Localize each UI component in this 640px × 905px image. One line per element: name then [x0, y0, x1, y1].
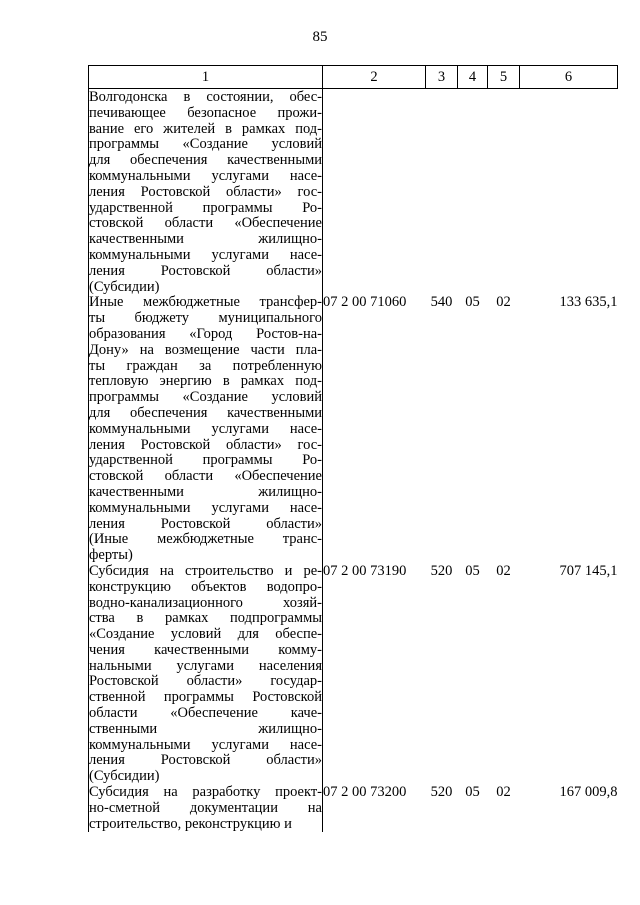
amount-cell: 707 145,1	[559, 562, 618, 579]
description-line: (Субсидии)	[89, 768, 160, 785]
column-header: 5	[488, 66, 520, 89]
description-line: тепловую энергию в рамках под-	[89, 373, 322, 390]
table-row	[89, 295, 618, 564]
target-code-cell: 07 2 00 73200	[323, 784, 407, 801]
subsection-cell: 02	[496, 562, 511, 579]
description-line: коммунальными услугами насе-	[89, 499, 322, 516]
description-line: ственными жилищно-	[89, 720, 322, 737]
description-line: ления Ростовской области» гос-	[89, 183, 322, 200]
description-line: качественными жилищно-	[89, 231, 322, 248]
table-row	[89, 564, 618, 785]
description-line: Иные межбюджетные трансфер-	[89, 294, 322, 311]
column-header: 3	[426, 66, 458, 89]
description-line: строительство, реконструкцию и	[89, 815, 292, 832]
description-line: Ростовской области» государ-	[89, 673, 322, 690]
amount-cell: 133 635,1	[559, 294, 618, 311]
target-code-cell: 07 2 00 71060	[323, 294, 407, 311]
description-line: ления Ростовской области»	[89, 752, 322, 769]
row-description	[89, 564, 323, 785]
description-line: коммунальными услугами насе-	[89, 246, 322, 263]
description-line: стовской области «Обеспечение	[89, 468, 322, 485]
row-description	[89, 295, 323, 564]
description-line: Субсидия на строительство и ре-	[89, 562, 322, 579]
subsection-cell: 02	[496, 294, 511, 311]
description-line: ления Ростовской области»	[89, 515, 322, 532]
column-header: 4	[458, 66, 488, 89]
description-line: для обеспечения качественными	[89, 404, 322, 421]
section-cell: 05	[465, 562, 480, 579]
section-cell: 05	[465, 784, 480, 801]
table-body	[89, 89, 618, 833]
target-code-cell	[323, 89, 426, 296]
subsection-cell: 02	[496, 784, 511, 801]
description-line: водно-канализационного хозяй-	[89, 594, 322, 611]
description-line: ударственной программы Ро-	[89, 452, 322, 469]
description-line: области «Обеспечение каче-	[89, 705, 322, 722]
table-row	[89, 785, 618, 832]
description-line: образования «Город Ростов-на-	[89, 325, 322, 342]
description-line: Субсидия на разработку проект-	[89, 784, 322, 801]
description-line: конструкцию объектов водопро-	[89, 578, 322, 595]
page-number: 85	[312, 29, 328, 45]
description-line: чения качественными комму-	[89, 641, 322, 658]
description-line: коммунальными услугами насе-	[89, 167, 322, 184]
expense-type-cell: 540	[430, 294, 453, 311]
description-line: (Иные межбюджетные транс-	[89, 531, 322, 548]
subsection-cell	[488, 89, 520, 296]
description-line: вание его жителей в рамках под-	[89, 120, 322, 137]
column-header: 1	[89, 66, 323, 89]
description-line: ственной программы Ростовской	[89, 689, 322, 706]
description-line: печивающее безопасное прожи-	[89, 104, 322, 121]
description-line: для обеспечения качественными	[89, 152, 322, 169]
table-header-row	[89, 66, 618, 89]
description-line: ударственной программы Ро-	[89, 199, 322, 216]
section-cell	[458, 89, 488, 296]
description-line: ства в рамках подпрограммы	[89, 610, 322, 627]
expense-type-cell: 520	[430, 784, 453, 801]
description-line: программы «Создание условий	[89, 389, 322, 406]
expense-type-cell: 520	[430, 562, 453, 579]
description-line: Дону» на возмещение части пла-	[89, 341, 322, 358]
description-line: ты граждан за потребленную	[89, 357, 322, 374]
expense-type-cell	[426, 89, 458, 296]
description-line: качественными жилищно-	[89, 483, 322, 500]
amount-cell: 167 009,8	[559, 784, 618, 801]
description-line: ты бюджету муниципального	[89, 310, 322, 327]
description-line: но-сметной документации на	[89, 799, 322, 816]
description-line: ления Ростовской области»	[89, 262, 322, 279]
description-line: нальными услугами населения	[89, 657, 322, 674]
row-description	[89, 89, 323, 296]
section-cell: 05	[465, 294, 480, 311]
table-row	[89, 89, 618, 296]
description-line: ферты)	[89, 547, 133, 564]
column-header: 6	[520, 66, 618, 89]
column-header: 2	[323, 66, 426, 89]
description-line: ления Ростовской области» гос-	[89, 436, 322, 453]
description-line: Волгодонска в состоянии, обес-	[89, 89, 322, 105]
description-line: (Субсидии)	[89, 278, 160, 295]
target-code-cell: 07 2 00 73190	[323, 562, 407, 579]
description-line: «Создание условий для обеспе-	[89, 626, 322, 643]
description-line: программы «Создание условий	[89, 136, 322, 153]
description-line: коммунальными услугами насе-	[89, 736, 322, 753]
description-line: коммунальными услугами насе-	[89, 420, 322, 437]
budget-table	[88, 65, 618, 832]
amount-cell	[520, 89, 618, 296]
description-line: стовской области «Обеспечение	[89, 215, 322, 232]
row-description	[89, 785, 323, 832]
